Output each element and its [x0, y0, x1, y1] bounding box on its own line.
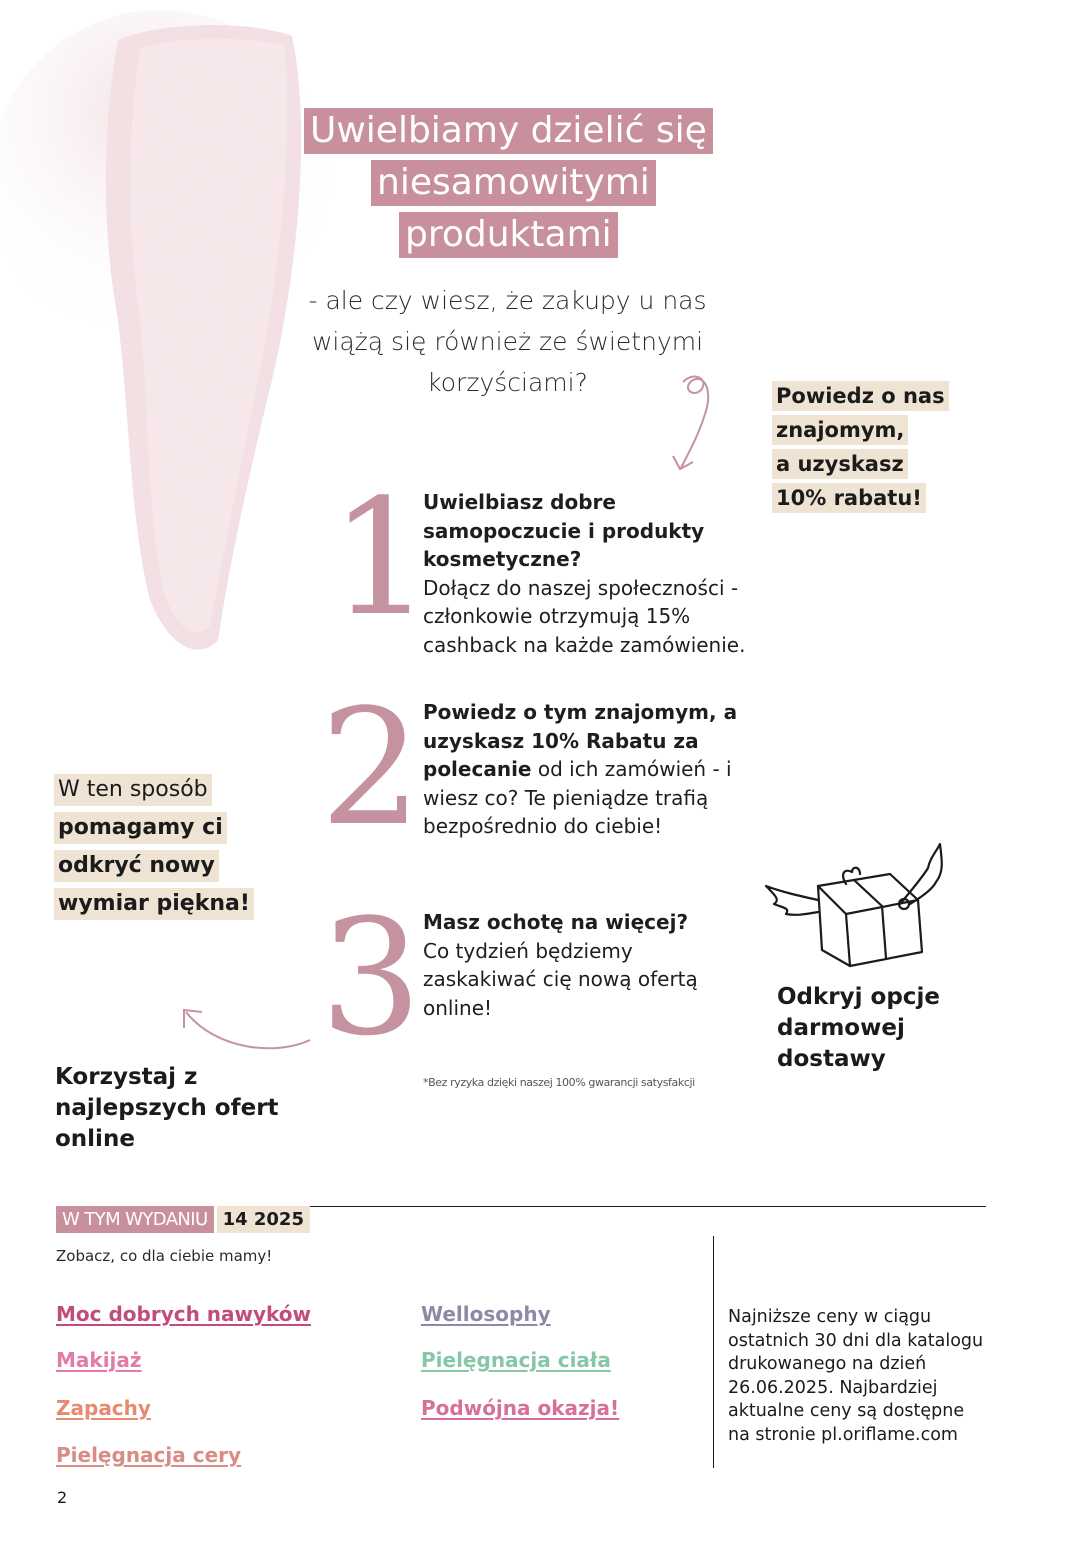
beauty-line-1: W ten sposób: [54, 774, 212, 806]
page-number: 2: [57, 1488, 68, 1507]
headline-line-2: niesamowitymi: [371, 160, 656, 206]
step-1-text: [423, 488, 753, 659]
beauty-callout: [54, 772, 304, 924]
toc-link-skincare[interactable]: Pielęgnacja cery: [56, 1443, 242, 1467]
curly-arrow-icon: [665, 368, 715, 478]
step-3-text: [423, 908, 723, 1022]
headline-line-1: Uwielbiamy dzielić się: [304, 108, 713, 154]
intro-text: - ale czy wiesz, że zakupy u nas wiążą się również ze świetnymi korzyściami?: [308, 286, 707, 397]
step-number-2: 2: [320, 674, 422, 861]
guarantee-footnote: *Bez ryzyka dzięki naszej 100% gwarancji satysfakcji: [423, 1076, 695, 1089]
issue-label: W TYM WYDANIU: [56, 1206, 214, 1233]
beauty-line-3: odkryć nowy: [54, 850, 219, 882]
section-divider: [235, 1206, 986, 1207]
headline-line-3: produktami: [399, 212, 618, 258]
beauty-line-4: wymiar piękna!: [54, 888, 254, 920]
toc-link-double-deal[interactable]: Podwójna okazja!: [421, 1396, 620, 1420]
vertical-divider: [713, 1236, 714, 1468]
toc-link-bodycare[interactable]: Pielęgnacja ciała: [421, 1348, 611, 1372]
issue-subtitle: Zobacz, co dla ciebie mamy!: [56, 1247, 273, 1265]
powder-swatch-image: [0, 0, 330, 680]
step-3-body: Co tydzień będziemy zaskakiwać cię nową ofertą online!: [423, 938, 698, 1020]
free-delivery-callout: Odkryj opcje darmowej dostawy: [777, 984, 940, 1072]
step-2-body: od ich zamówień - i wiesz co? Te pieniądze trafią bezpośrednio do ciebie!: [423, 757, 732, 838]
toc-link-wellosophy[interactable]: Wellosophy: [421, 1302, 551, 1326]
toc-link-habits[interactable]: Moc dobrych nawyków: [56, 1302, 312, 1326]
step-number-1: 1: [330, 464, 432, 651]
step-2-bold: Powiedz o tym znajomym, a uzyskasz 10% Rabatu za polecanie: [423, 700, 738, 781]
step-number-3: 3: [320, 884, 422, 1071]
referral-callout: [772, 381, 972, 517]
issue-header: [56, 1206, 310, 1233]
issue-number: 14 2025: [217, 1206, 310, 1233]
winged-gift-icon: [760, 838, 950, 970]
referral-line-2: znajomym,: [772, 415, 908, 445]
online-offers-callout: Korzystaj z najlepszych ofert online: [55, 1064, 279, 1152]
toc-link-fragrances[interactable]: Zapachy: [56, 1396, 151, 1420]
beauty-line-2: pomagamy ci: [54, 812, 227, 844]
prices-note: Najniższe ceny w ciągu ostatnich 30 dni dla katalogu drukowanego na dzień 26.06.2025. Najbardziej aktualne ceny są dostępne na stronie pl.oriflame.com: [728, 1307, 984, 1445]
referral-line-1: Powiedz o nas: [772, 381, 949, 411]
step-1-bold: Uwielbiasz dobre samopoczucie i produkty kosmetyczne?: [423, 490, 705, 571]
step-2-text: [423, 698, 763, 841]
step-1-body: Dołącz do naszej społeczności - członkowie otrzymują 15% cashback na każde zamówienie.: [423, 575, 746, 657]
referral-line-3: a uzyskasz: [772, 449, 908, 479]
referral-line-4: 10% rabatu!: [772, 483, 926, 513]
left-arrow-icon: [176, 1000, 316, 1060]
toc-link-makeup[interactable]: Makijaż: [56, 1348, 142, 1372]
step-3-bold: Masz ochotę na więcej?: [423, 910, 689, 934]
